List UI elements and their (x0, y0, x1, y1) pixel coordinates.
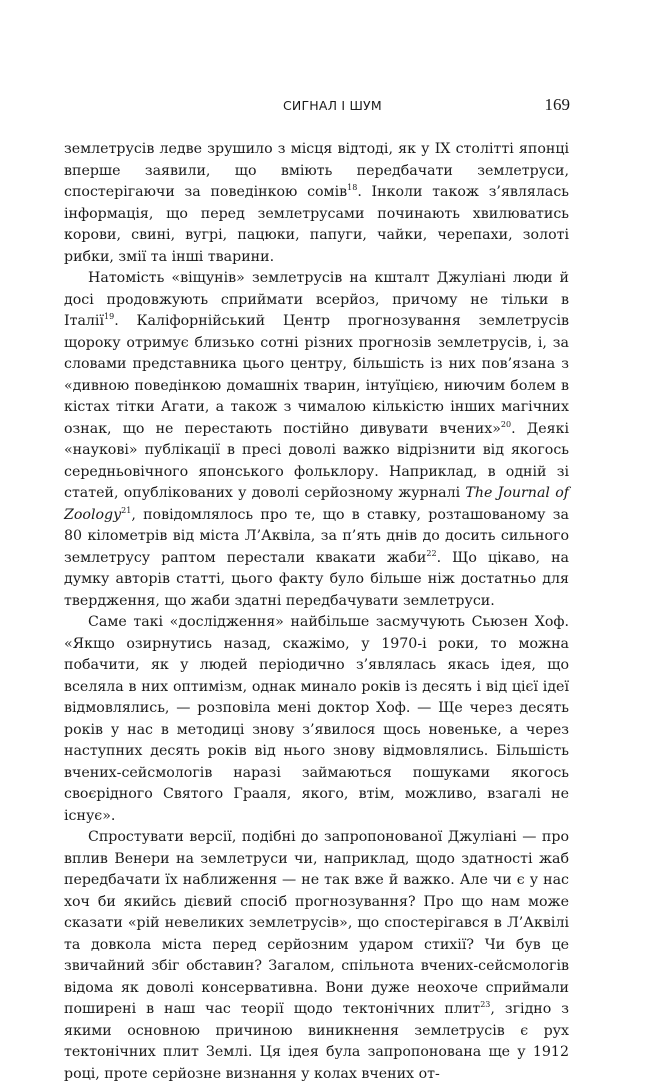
journal-title: The Journal of Zoology (64, 485, 569, 523)
footnote-ref-19: 19 (104, 312, 115, 321)
paragraph-2 (64, 268, 569, 612)
paragraph-2-text-3: . Деякі «наукові» публікації в пресі доволі важко відрізнити від якогось середньовічного японського фольклору. Наприклад, в одній зі статей, опублікованих у доволі серйозному журналі (64, 420, 570, 501)
footnote-ref-20: 20 (500, 419, 512, 429)
paragraph-2-text-5: . Що цікаво, на думку авторів статті, цього факту було більше ніж достатньо для твердження, що жаби здатні передбачувати землетруси. (64, 549, 569, 609)
paragraph-4-text-1: Спростувати версії, подібні до запропонованої Джуліані — про вплив Венери на землетруси чи, наприклад, щодо здатності жаб передбачати їх наближення — не так вже й важко. Але чи є у нас хоч би якийсь дієвий спосіб прогнозування? Про що нам може сказати «рій невеликих землетрусів», що спостерігався в Л’Аквілі та довкола міста перед серйозним ударом стихії? Чи був це звичайний збіг обставин? Загалом, спільнота вчених-сейсмологів відома як доволі консервативна. Вони дуже неохоче сприймали поширені в наш час теорії щодо тектонічних плит (64, 829, 569, 1017)
paragraph-2-text-2: . Каліфорнійський Центр прогнозування землетрусів щороку отримує близько сотні різних прогнозів землетрусів, і, за словами представника цього центру, більшість із них пов’язана з «дивною поведінкою домашніх тварин, інтуїцією, ниючим болем в кістах тітки Агати, а також з чималою кількістю інших магічних ознак, що не перестають постійно дивувати вчених» (64, 313, 569, 437)
paragraph-2-text-1: Натомість «віщунів» землетрусів на кшталт Джуліані люди й досі продовжують сприймати всерйоз, причому не тільки в Італії (64, 270, 569, 329)
footnote-ref-23: 23 (480, 1000, 491, 1009)
footnote-ref-21: 21 (121, 505, 132, 515)
paragraph-1 (64, 139, 569, 268)
paragraph-4-text-2: , згідно з якими основною причиною виникнення землетрусів є рух тектонічних плит Землі. Ця ідея була запропонована ще у 1912 році, проте серйозне визнання у колах вчених от- (64, 1001, 569, 1082)
paragraph-1-text-2: . Інколи також з’являлась інформація, що перед землетрусами починають хвилюватись корови, свині, вугрі, пацюки, папуги, чайки, черепахи, золоті рибки, змії та інші тварини. (64, 184, 569, 265)
body-text (64, 139, 569, 1085)
paragraph-3 (64, 612, 569, 827)
footnote-ref-22: 22 (426, 548, 437, 558)
page-number: 169 (544, 95, 570, 114)
running-title: СИГНАЛ І ШУМ (283, 98, 382, 113)
paragraph-4 (64, 827, 569, 1085)
paragraph-1-text-1: землетрусів ледве зрушило з місця відтоді, як у IX столітті японці вперше заявили, що вміють передбачати землетруси, спостерігаючи за поведінкою сомів (64, 141, 569, 200)
paragraph-2-text-4: , повідомлялось про те, що в ставку, розташованому за 80 кілометрів від міста Л’Аквіла, за п’ять днів до досить сильного землетрусу раптом перестали квакати жаби (64, 506, 569, 566)
footnote-ref-18: 18 (347, 183, 358, 192)
paragraph-3-text-1: Саме такі «дослідження» найбільше засмучують Сьюзен Хоф. «Якщо озирнутись назад, скажімо, у 1970-і роки, то можна побачити, як у людей періодично з’являлась якась ідея, що вселяла в них оптимізм, однак минало років із десять і від цієї ідеї відмовлялись, — розповіла мені доктор Хоф. — Ще через десять років у нас в методиці знову з’явилося щось новеньке, а через наступних десять років від нього знову відмовлялись. Більшість вчених-сейсмологів наразі займаються пошуками якогось своєрідного Святого Грааля, якого, втім, можливо, взагалі не існує». (64, 614, 569, 824)
